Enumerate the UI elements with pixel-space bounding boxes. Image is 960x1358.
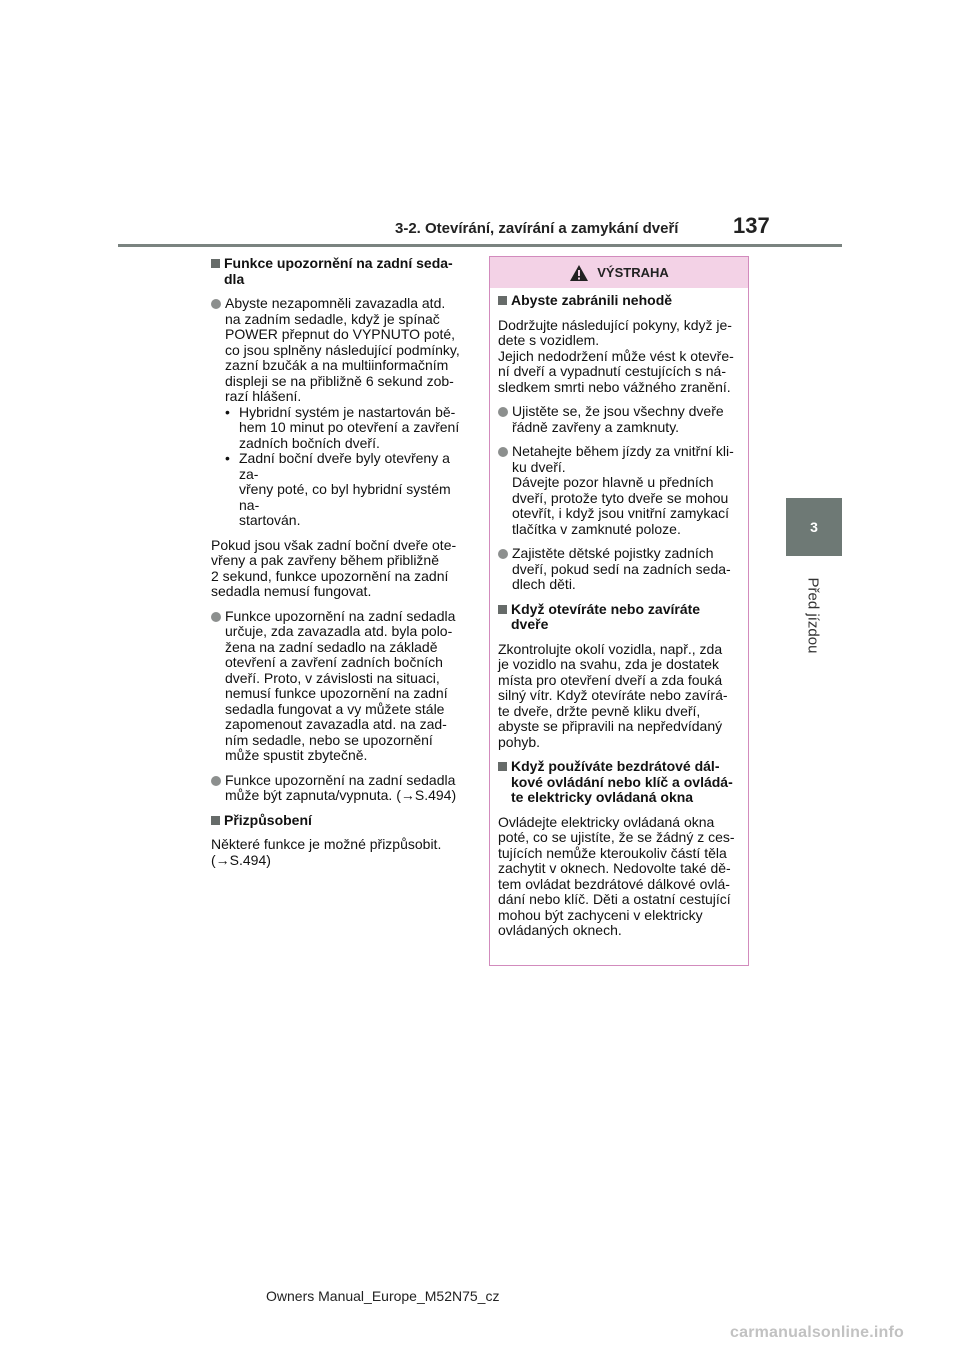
footer-text: Owners Manual_Europe_M52N75_cz bbox=[266, 1288, 500, 1304]
list-item-text: Zajistěte dětské pojistky zadních dveří, pokud sedí na zadních seda- dlech děti. bbox=[512, 545, 731, 592]
chapter-tab[interactable] bbox=[786, 498, 842, 556]
section-heading bbox=[498, 602, 739, 633]
section-heading bbox=[211, 813, 467, 829]
square-bullet-icon bbox=[498, 762, 507, 771]
heading-text: Přizpůsobení bbox=[224, 811, 312, 828]
dot-bullet-icon: • bbox=[225, 450, 230, 466]
list-item-text: Netahejte během jízdy za vnitřní kli- ku dveří. Dávejte pozor hlavně u předních dveří, protože tyto dveře se mohou otevřít, i když jsou vnitřní zamykací tlačítka v zamknuté poloze. bbox=[512, 443, 734, 537]
section-title: 3-2. Otevírání, zavírání a zamykání dveří bbox=[395, 220, 679, 237]
paragraph: Pokud jsou však zadní boční dveře ote- vřeny a pak zavřeny během přibližně 2 sekund, funkce upozornění na zadní sedadla nemusí fungovat. bbox=[211, 536, 457, 599]
list-item-body bbox=[225, 296, 467, 529]
paragraph: Dodržujte následující pokyny, když je- dete s vozidlem. Jejich nedodržení může vést k otevře- ní dveří a vypadnutí cestujících s ná- sledkem smrti nebo vážného zranění. bbox=[498, 316, 734, 395]
list-item bbox=[211, 609, 467, 764]
warning-title: VÝSTRAHA bbox=[597, 265, 669, 280]
list-item bbox=[211, 773, 467, 804]
watermark[interactable]: carmanualsonline.info bbox=[730, 1324, 905, 1341]
list-item-text: Abyste nezapomněli zavazadla atd. na zadním sedadle, když je spínač POWER přepnut do VYPNUTO poté, co jsou splněny následující podmínky, zazní bzučák a na multiinformačním displeji se na přibližně 6 sekund zob- razí hlášení. bbox=[225, 295, 460, 404]
circle-bullet-icon bbox=[211, 612, 221, 622]
circle-bullet-icon bbox=[211, 299, 221, 309]
dot-bullet-icon: • bbox=[225, 403, 230, 420]
chapter-label-container bbox=[784, 560, 842, 670]
square-bullet-icon bbox=[498, 605, 507, 614]
section-heading bbox=[498, 759, 739, 806]
sub-list-item bbox=[225, 405, 467, 452]
list-item bbox=[498, 444, 739, 537]
list-item-text[interactable]: Funkce upozornění na zadní sedadla může být zapnuta/vypnuta. (→S.494) bbox=[225, 771, 457, 803]
chapter-label: Před jízdou bbox=[804, 577, 822, 653]
square-bullet-icon bbox=[498, 296, 507, 305]
heading-text: Funkce upozornění na zadní seda- dla bbox=[224, 255, 453, 287]
heading-text: Abyste zabránili nehodě bbox=[511, 292, 673, 308]
paragraph[interactable]: Některé funkce je možné přizpůsobit. (→S.494) bbox=[211, 836, 442, 868]
circle-bullet-icon bbox=[498, 549, 508, 559]
circle-bullet-icon bbox=[498, 407, 508, 417]
list-item-text: Ujistěte se, že jsou všechny dveře řádně zavřeny a zamknuty. bbox=[512, 403, 724, 435]
sub-list-item bbox=[225, 451, 467, 529]
warning-header bbox=[490, 257, 748, 288]
section-heading bbox=[211, 256, 467, 287]
square-bullet-icon bbox=[211, 816, 220, 825]
list-item-text: Funkce upozornění na zadní sedadla určuje, zda zavazadla atd. byla polo- žena na zadní sedadlo na základě otevření a zavření zadních bočních dveří. Proto, v závislosti na situaci, nemusí funkce upozornění na zadní sedadla fungovat a vy můžete stále zapomenout zavazadla atd. na zad- ním sedadle, nebo se upozornění může spustit zbytečně. bbox=[225, 607, 456, 763]
square-bullet-icon bbox=[211, 259, 220, 268]
sub-list-item-text: Zadní boční dveře byly otevřeny a za- vřeny poté, co byl hybridní systém na- startován. bbox=[239, 450, 451, 528]
list-item bbox=[498, 404, 739, 435]
circle-bullet-icon bbox=[498, 447, 508, 457]
left-column bbox=[211, 256, 467, 877]
heading-text: Když otevíráte nebo zavíráte dveře bbox=[511, 600, 701, 632]
list-item bbox=[498, 546, 739, 593]
sub-list-item-text: Hybridní systém je nastartován bě- hem 10 minut po otevření a zavření zadních bočních dveří. bbox=[239, 403, 460, 451]
paragraph: Zkontrolujte okolí vozidla, např., zda je vozidlo na svahu, zda je dostatek místa pro otevření dveří a zda fouká silný vítr. Když otevíráte nebo zavírá- te dveře, držte pevně kliku dveří, abyste se připravili na nepředvídaný pohyb. bbox=[498, 640, 728, 750]
warning-triangle-icon bbox=[569, 264, 589, 282]
list-item bbox=[211, 296, 467, 529]
circle-bullet-icon bbox=[211, 776, 221, 786]
page-number: 137 bbox=[733, 213, 770, 238]
warning-box bbox=[489, 256, 749, 966]
header-rule bbox=[118, 244, 842, 247]
paragraph: Ovládejte elektricky ovládaná okna poté, co se ujistíte, že se žádný z ces- tujících nemůže kteroukoliv částí těla zachytit v oknech. Nedovolte také dě- tem ovládat bezdrátové dálkové ovlá- dání nebo klíč. Děti a ostatní cestující mohou být zachyceni v elektricky ovládaných oknech. bbox=[498, 813, 735, 938]
section-heading bbox=[498, 293, 739, 309]
warning-body bbox=[490, 288, 748, 939]
chapter-number: 3 bbox=[810, 519, 818, 535]
heading-text: Když používáte bezdrátové dál- kové ovládání nebo klíč a ovládá- te elektricky ovládaná okna bbox=[511, 758, 733, 805]
